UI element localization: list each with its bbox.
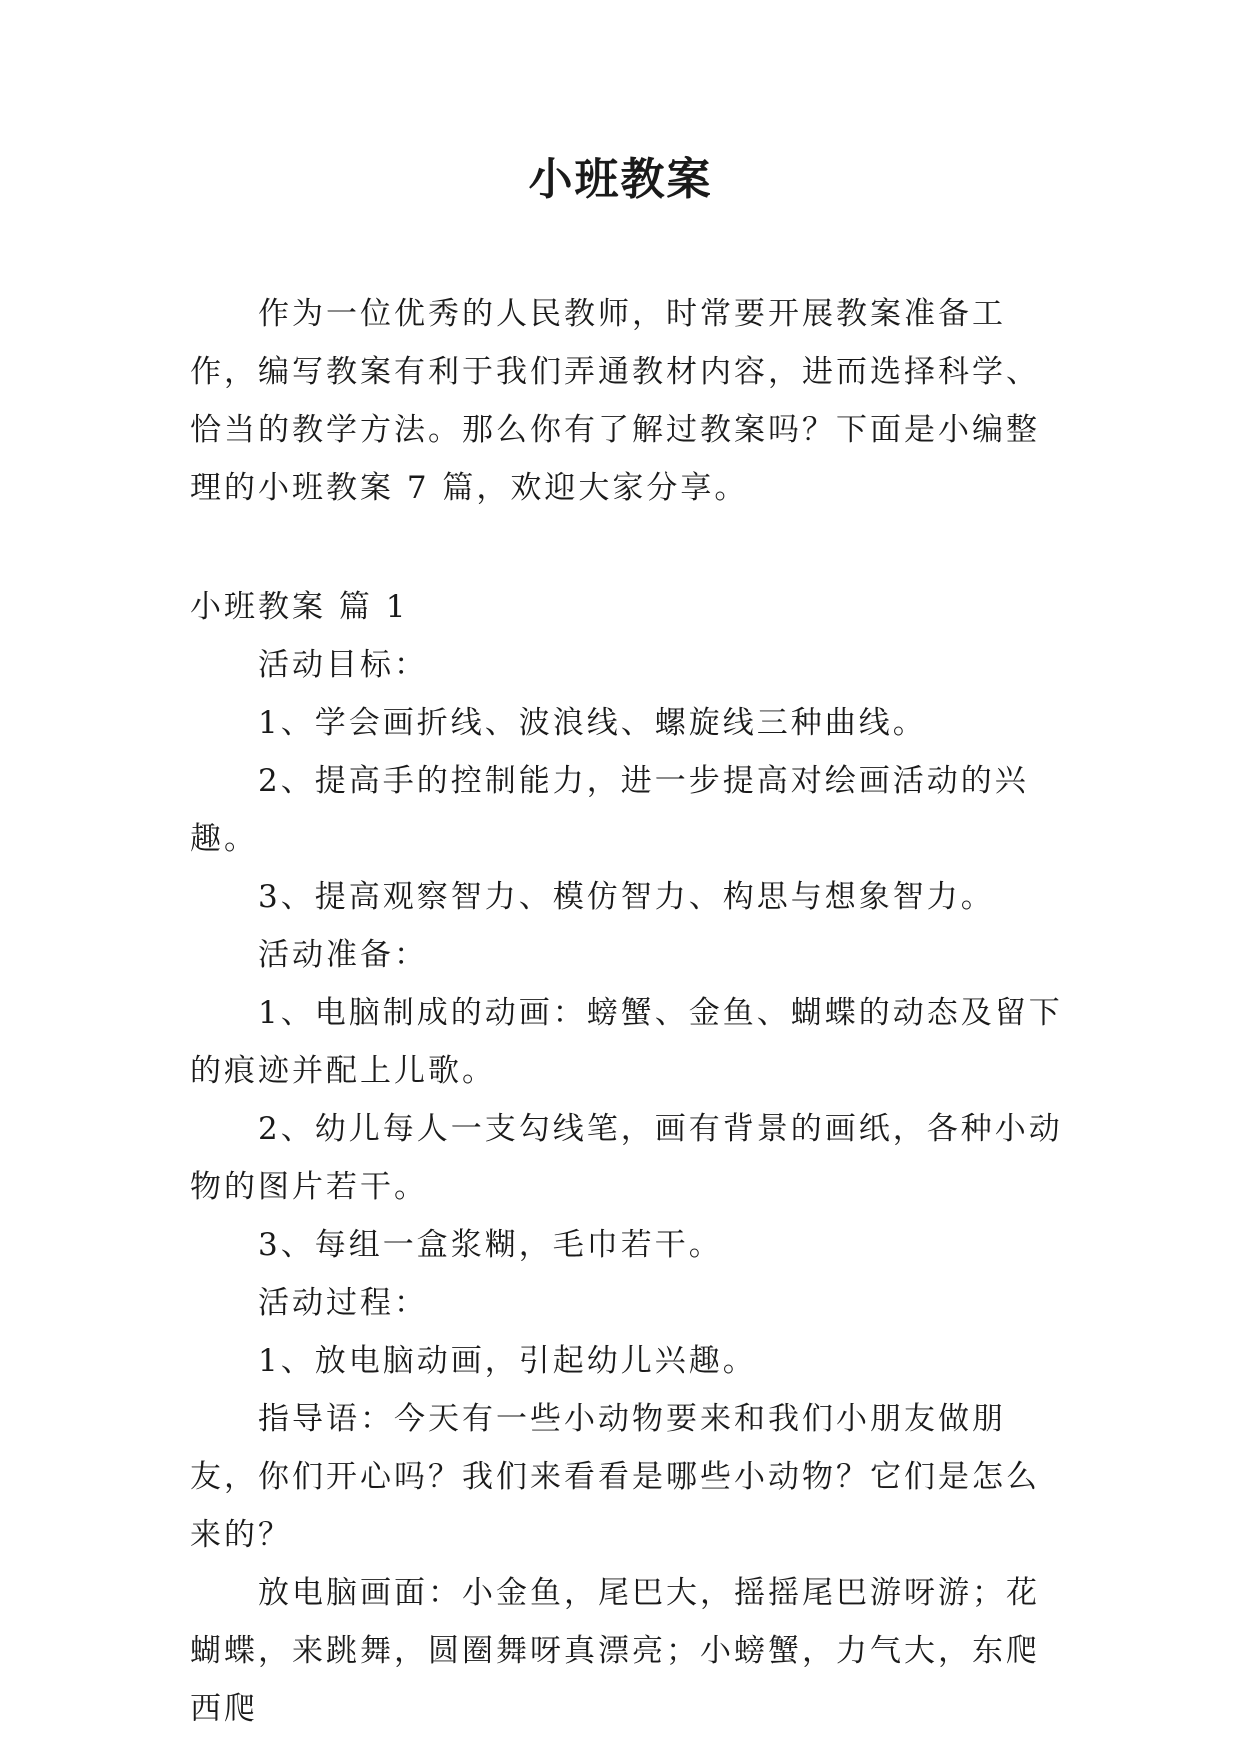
goal-item-2: 2、提高手的控制能力，进一步提高对绘画活动的兴趣。: [190, 763, 1029, 857]
process-item-1: 1、放电脑动画，引起幼儿兴趣。: [258, 1343, 757, 1379]
goal-item-3: 3、提高观察智力、模仿智力、构思与想象智力。: [258, 879, 995, 915]
lesson-section-1: [190, 578, 1070, 1738]
label-activity-preparation: 活动准备：: [258, 937, 428, 973]
guidance-paragraph: 指导语：今天有一些小动物要来和我们小朋友做朋友，你们开心吗？我们来看看是哪些小动物？它们是怎么来的？: [190, 1401, 1040, 1553]
preparation-item-1: 1、电脑制成的动画：螃蟹、金鱼、蝴蝶的动态及留下的痕迹并配上儿歌。: [190, 995, 1063, 1089]
label-activity-process: 活动过程：: [258, 1285, 428, 1321]
preparation-item-2: 2、幼儿每人一支勾线笔，画有背景的画纸，各种小动物的图片若干。: [190, 1111, 1063, 1205]
document-title: 小班教案: [528, 154, 713, 205]
preparation-item-3: 3、每组一盒浆糊，毛巾若干。: [258, 1227, 723, 1263]
goal-item-1: 1、学会画折线、波浪线、螺旋线三种曲线。: [258, 705, 927, 741]
label-activity-goals: 活动目标：: [258, 647, 428, 683]
intro-paragraph: 作为一位优秀的人民教师，时常要开展教案准备工作，编写教案有利于我们弄通教材内容，进而选择科学、恰当的教学方法。那么你有了解过教案吗？下面是小编整理的小班教案 7 篇，欢迎大家分享。: [190, 296, 1040, 506]
animation-paragraph: 放电脑画面：小金鱼，尾巴大，摇摇尾巴游呀游；花蝴蝶，来跳舞，圆圈舞呀真漂亮；小螃蟹，力气大，东爬西爬: [190, 1575, 1040, 1727]
section-heading: 小班教案 篇 1: [190, 589, 409, 625]
